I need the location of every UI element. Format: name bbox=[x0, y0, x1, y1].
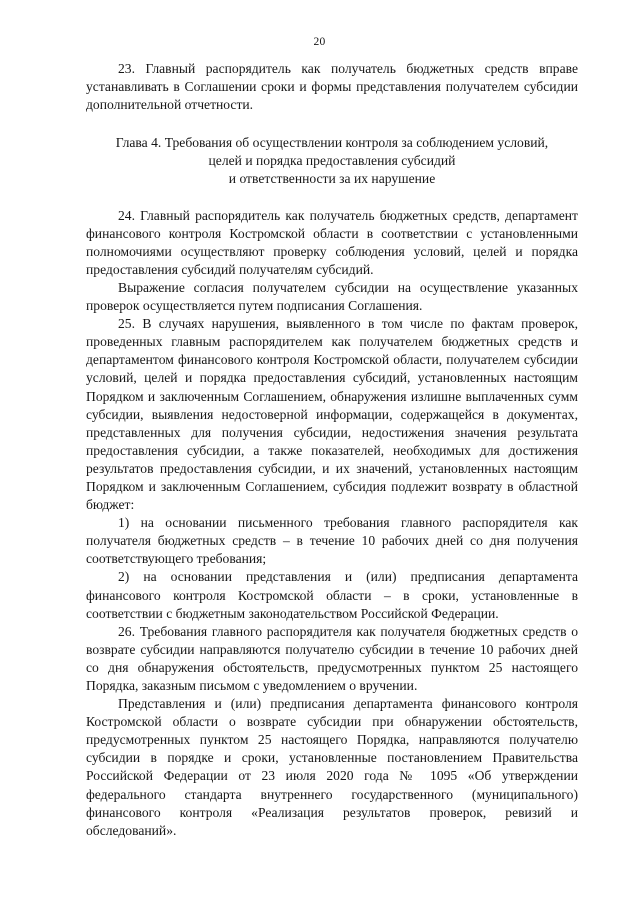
paragraph-25: 25. В случаях нарушения, выявленного в том числе по фактам проверок, проведенных главным распорядителем как получателем бюджетных средств и департаментом финансового контроля Костромской области, получателем субсидии условий, целей и порядка предоставления субсидий, установленных настоящим Порядком и заключенным Соглашением, обнаружения излишне выплаченных сумм субсидии, выявления недостоверной информации, содержащейся в документах, представленных для получения субсидии, недостижения значения результата предоставления субсидии, а также показателей, необходимых для достижения результатов предоставления субсидии, и их значений, установленных настоящим Порядком и заключенным Соглашением, субсидия подлежит возврату в областной бюджет: bbox=[86, 316, 578, 513]
paragraph-24: 24. Главный распорядитель как получатель бюджетных средств, департамент финансового контроля Костромской области в соответствии с установленными полномочиями осуществляют проверку соблюдения условий, целей и порядка предоставления субсидий получателям субсидий. bbox=[86, 207, 578, 277]
paragraph-25-item-2: 2) на основании представления и (или) предписания департамента финансового контроля Костромской области – в сроки, установленные в соответствии с бюджетным законодательством Российской Федерации. bbox=[86, 569, 578, 621]
chapter-title-line-2: целей и порядка предоставления субсидий bbox=[208, 153, 456, 169]
page-number: 20 bbox=[313, 36, 326, 48]
chapter-heading bbox=[86, 134, 578, 188]
paragraph-26: 26. Требования главного распорядителя как получателя бюджетных средств о возврате субсидии направляются получателю субсидии в течение 10 рабочих дней со дня обнаружения обстоятельств, предусмотренных пунктом 25 настоящего Порядка, заказным письмом с уведомлением о вручении. bbox=[86, 623, 578, 693]
spacer bbox=[86, 114, 578, 134]
chapter-title-line-1: Глава 4. Требования об осуществлении контроля за соблюдением условий, bbox=[115, 135, 549, 151]
paragraph-24-consent: Выражение согласия получателем субсидии на осуществление указанных проверок осуществляется путем подписания Соглашения. bbox=[86, 279, 578, 314]
paragraph-25-item-1: 1) на основании письменного требования главного распорядителя как получателя бюджетных средств – в течение 10 рабочих дней со дня получения соответствующего требования; bbox=[86, 515, 578, 567]
spacer bbox=[86, 189, 578, 207]
paragraph-23: 23. Главный распорядитель как получатель бюджетных средств вправе устанавливать в Соглашении сроки и формы представления получателем субсидии дополнительной отчетности. bbox=[86, 61, 578, 113]
document-body bbox=[86, 60, 578, 840]
chapter-title-line-3: и ответственности за их нарушение bbox=[228, 171, 436, 187]
paragraph-26-representations: Представления и (или) предписания департамента финансового контроля Костромской области о возврате субсидии при обнаружении обстоятельств, предусмотренных пунктом 25 настоящего Порядка, направляются получателю субсидии в порядке и сроки, установленные постановлением Правительства Российской Федерации от 23 июля 2020 года № 1095 «Об утверждении федерального стандарта внутреннего государственного (муниципального) финансового контроля «Реализация результатов проверок, ревизий и обследований». bbox=[86, 696, 578, 838]
